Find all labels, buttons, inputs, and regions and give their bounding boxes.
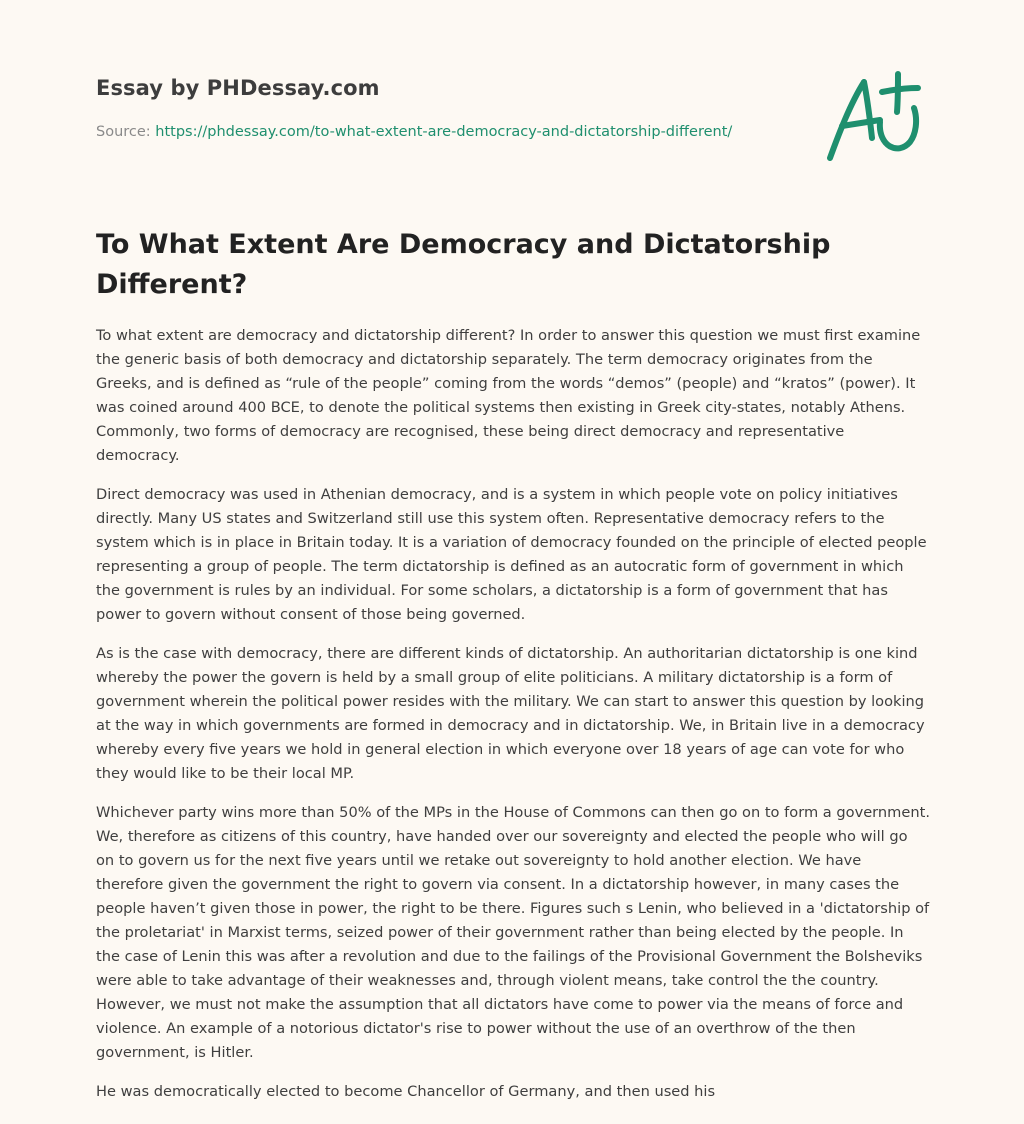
essay-paragraph: To what extent are democracy and dictatorship different? In order to answer this question we must first examine the generic basis of both democracy and dictatorship separately. The term democracy originates from the Greeks, and is defined as “rule of the people” coming from the words “demos” (people) and “kratos” (power). It was coined around 400 BCE, to denote the political systems then existing in Greek city-states, notably Athens. Commonly, two forms of democracy are recognised, these being direct democracy and representative democracy. (96, 327, 921, 464)
page-title: To What Extent Are Democracy and Dictatorship Different? (96, 229, 831, 300)
source-line (96, 124, 732, 140)
essay-paragraph: Whichever party wins more than 50% of the MPs in the House of Commons can then go on to form a government. We, therefore as citizens of this country, have handed over our sovereignty and elected the people who will go on to govern us for the next five years until we retake out sovereignty to hold another election. We have therefore given the government the right to govern via consent. In a dictatorship however, in many cases the people haven’t given those in power, the right to be there. Figures such s Lenin, who believed in a 'dictatorship of the proletariat' in Marxist terms, seized power of their government rather than being elected by the people. In the case of Lenin this was after a revolution and due to the failings of the Provisional Government the Bolsheviks were able to take advantage of their weaknesses and, through violent means, take control the the country. However, we must not make the assumption that all dictators have come to power via the means of force and violence. An example of a notorious dictator's rise to power without the use of an overthrow of the then government, is Hitler. (96, 804, 930, 1061)
a-plus-logo-icon (818, 66, 928, 166)
essay-paragraph: Direct democracy was used in Athenian democracy, and is a system in which people vote on policy initiatives directly. Many US states and Switzerland still use this system often. Representative democracy refers to the system which is in place in Britain today. It is a variation of democracy founded on the principle of elected people representing a group of people. The term dictatorship is defined as an autocratic form of government in which the government is rules by an individual. For some scholars, a dictatorship is a form of government that has power to govern without consent of those being governed. (96, 486, 927, 623)
essay-paragraph: He was democratically elected to become Chancellor of Germany, and then used his (96, 1083, 716, 1100)
essay-paragraph: As is the case with democracy, there are different kinds of dictatorship. An authoritarian dictatorship is one kind whereby the power the govern is held by a small group of elite politicians. A military dictatorship is a form of government wherein the political power resides with the military. We can start to answer this question by looking at the way in which governments are formed in democracy and in dictatorship. We, in Britain live in a democracy whereby every five years we hold in general election in which everyone over 18 years of age can vote for who they would like to be their local MP. (96, 645, 925, 782)
essay-body (96, 324, 930, 1119)
site-brand: Essay by PHDessay.com (96, 76, 380, 100)
source-label: Source: (96, 124, 151, 140)
source-link[interactable]: https://phdessay.com/to-what-extent-are-democracy-and-dictatorship-different/ (155, 124, 733, 140)
